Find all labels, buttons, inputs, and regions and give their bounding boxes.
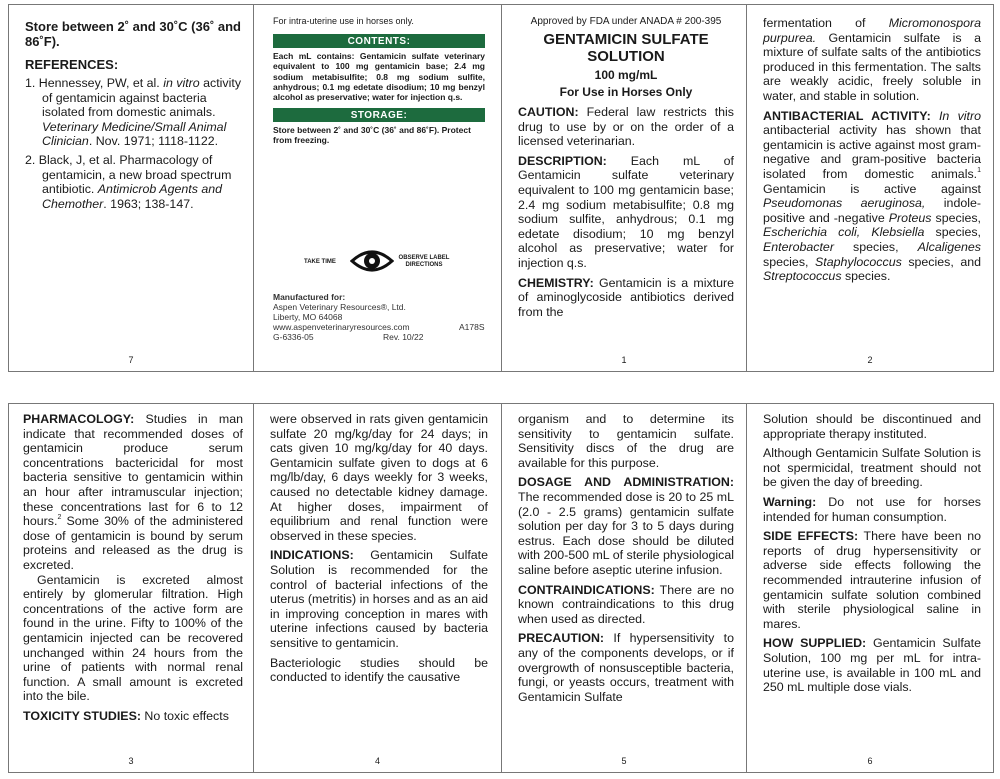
how-supplied-section: HOW SUPPLIED: Gentamicin Sulfate Solution, 100 mg per mL for intra-uterine use, is available in 100 mL and 250 mL multiple dose vials.	[763, 636, 981, 695]
page-number: 1	[621, 355, 627, 365]
product-title: GENTAMICIN SULFATE SOLUTION	[543, 31, 709, 65]
indications-section: INDICATIONS: Gentamicin Sulfate Solution is recommended for the control of bacterial infections of the uterus (metritis) in horses and as an aid in improving conception in mares with uterine infections caused by bacteria sensitive to gentamicin.	[270, 548, 488, 650]
product-use: For Use in Horses Only	[559, 85, 693, 99]
panel-page-3	[8, 403, 254, 773]
take-time-text: TAKE TIME	[304, 259, 336, 265]
references-heading: REFERENCES:	[25, 57, 119, 72]
page-number: 6	[867, 756, 873, 766]
product-strength: 100 mg/mL	[594, 68, 658, 82]
observe-label-text: OBSERVE LABEL DIRECTIONS	[398, 255, 450, 268]
panel-page-6	[746, 403, 994, 773]
toxicity-continued: were observed in rats given gentamicin sulfate 20 mg/kg/day for 24 days; in cats given 10 mg/kg/day for 40 days. Gentamicin sulfate given to dogs at 6 mg/lb/day, 6 days weekly for 3 weeks, caused no detectable kidney damage. At higher doses, impairment of equilibrium and renal function were observed in these species.	[270, 412, 488, 543]
precaution-section: PRECAUTION: If hypersensitivity to any of the components develops, or if overgrowth of nonsusceptible bacteria, fungi, or yeasts occurs, treatment with Gentamicin Sulfate	[518, 631, 734, 704]
page-number: 2	[867, 355, 873, 365]
description-section: DESCRIPTION: Each mL of Gentamicin sulfate veterinary equivalent to 100 mg gentamicin base; 2.4 mg sodium metabisulfite; 0.8 mg sodium sulfite, anhydrous; 0.1 mg edetate disodium; 10 mg benzyl alcohol as preservative; water for injection q.s.	[518, 153, 734, 270]
product-code: G-6336-05	[273, 332, 314, 342]
panel-page-5	[501, 403, 747, 773]
panel-label	[253, 4, 502, 372]
page-number: 3	[128, 756, 134, 766]
observe-label-logo	[304, 245, 454, 279]
page-number: 5	[621, 756, 627, 766]
toxicity-section: TOXICITY STUDIES: No toxic effects	[23, 708, 229, 723]
manufacturer-name: Aspen Veterinary Resources®, Ltd.	[273, 302, 406, 312]
excretion-text: Gentamicin is excreted almost entirely by glomerular filtration. High concentrations of the active form are found in the urine. Fifty to 100% of the gentamicin injected can be recovered unchanged within 24 hours from the urine of patients with normal renal function. A small amount is excreted into the bile.	[23, 572, 243, 704]
manufacturer-website[interactable]: www.aspenveterinaryresources.com	[273, 322, 410, 332]
revision: Rev. 10/22	[383, 332, 424, 342]
eye-icon	[350, 245, 394, 277]
page-number: 7	[128, 355, 134, 365]
panel-page-2	[746, 4, 994, 372]
contents-text: Each mL contains: Gentamicin sulfate veterinary equivalent to 100 mg gentamicin base; 2.4 mg sodium metabisulfite; 0.8 mg sodium sulfite, anhydrous; 0.1 mg edetate disodium; 10 mg benzyl alcohol as preservative; water for injection q.s.	[273, 51, 485, 103]
contraindications-section: CONTRAINDICATIONS: There are no known contraindications to this drug when used as directed.	[518, 582, 734, 626]
panel-page-7	[8, 4, 254, 372]
storage-note: Store between 2˚ and 30˚C (36˚ and 86˚F).	[25, 19, 241, 49]
panel-page-4	[253, 403, 502, 773]
manufactured-for: Manufactured for:	[273, 292, 346, 302]
reference-1: 1. Hennessey, PW, et al. in vitro activity of gentamicin against bacteria isolated from domestic animals. Veterinary Medicine/Small Animal Clinician. Nov. 1971; 1118-1122.	[25, 76, 242, 149]
antibacterial-section: ANTIBACTERIAL ACTIVITY: In vitro antibacterial activity has shown that gentamicin is active against most gram-negative and gram-positive bacteria isolated from domestic animals.$^1$ Gentamicin is active against Pseudomonas aeruginosa, indole-positive and -negative Proteus species, Escherichia coli, Klebsiella species, Enterobacter species, Alcaligenes species, Staphylococcus species, and Streptococcus species.	[763, 108, 981, 284]
discontinue-text: Solution should be discontinued and appropriate therapy instituted.	[763, 412, 981, 441]
pharmacology-section: PHARMACOLOGY: Studies in man indicate that recommended doses of gentamicin produce serum concentrations bactericidal for most bacteria sensitive to gentamicin within an hour after intramuscular injection; these concentrations last for 6 to 12 hours.$^2$ Some 30% of the administered dose of gentamicin is bound by serum proteins and released as the drug is excreted.	[23, 412, 243, 572]
manufacturer-block	[273, 292, 488, 342]
spermicidal-text: Although Gentamicin Sulfate Solution is not spermicidal, treatment should not be given the day of breeding.	[763, 446, 981, 490]
page-number: 4	[374, 756, 380, 766]
bacteriologic-text: Bacteriologic studies should be conducted to identify the causative	[270, 655, 488, 685]
dosage-section: DOSAGE AND ADMINISTRATION: The recommended dose is 20 to 25 mL (2.0 - 2.5 grams) gentamicin sulfate solution per day for 3 to 5 days during estrus. Each dose should be diluted with 200-500 mL of sterile physiological saline before aseptic uterine infusion.	[518, 475, 734, 577]
storage-bar: STORAGE:	[273, 108, 485, 122]
manufacturer-city: Liberty, MO 64068	[273, 312, 343, 322]
sensitivity-text: organism and to determine its sensitivity to gentamicin sulfate. Sensitivity discs of the drug are available for this purpose.	[518, 412, 734, 470]
lot-code: A178S	[459, 322, 485, 332]
intro-text: For intra-uterine use in horses only.	[273, 16, 414, 26]
fermentation-text: fermentation of Micromonospora purpurea. Gentamicin sulfate is a mixture of sulfate salts of the antibiotics produced in this fermentation. The salts are weakly acidic, freely soluble in water, and stable in solution.	[763, 16, 981, 103]
chemistry-section: CHEMISTRY: Gentamicin is a mixture of aminoglycoside antibiotics derived from the	[518, 275, 734, 319]
reference-2: 2. Black, J, et al. Pharmacology of gentamicin, a new broad spectrum antibiotic. Antimicrob Agents and Chemother. 1963; 138-147.	[25, 152, 232, 211]
side-effects-section: SIDE EFFECTS: There have been no reports of drug hypersensitivity or adverse side effects following the recommended intrauterine infusion of gentamicin sulfate solution combined with sterile physiological saline in mares.	[763, 529, 981, 631]
warning-section: Warning: Do not use for horses intended for human consumption.	[763, 494, 981, 524]
contents-bar: CONTENTS:	[273, 34, 485, 48]
panel-page-1	[501, 4, 747, 372]
storage-text: Store between 2˚ and 30˚C (36˚ and 86˚F). Protect from freezing.	[273, 125, 471, 146]
caution-section: CAUTION: Federal law restricts this drug to use by or on the order of a licensed veterinarian.	[518, 105, 734, 149]
fda-approval: Approved by FDA under ANADA # 200-395	[530, 16, 722, 27]
